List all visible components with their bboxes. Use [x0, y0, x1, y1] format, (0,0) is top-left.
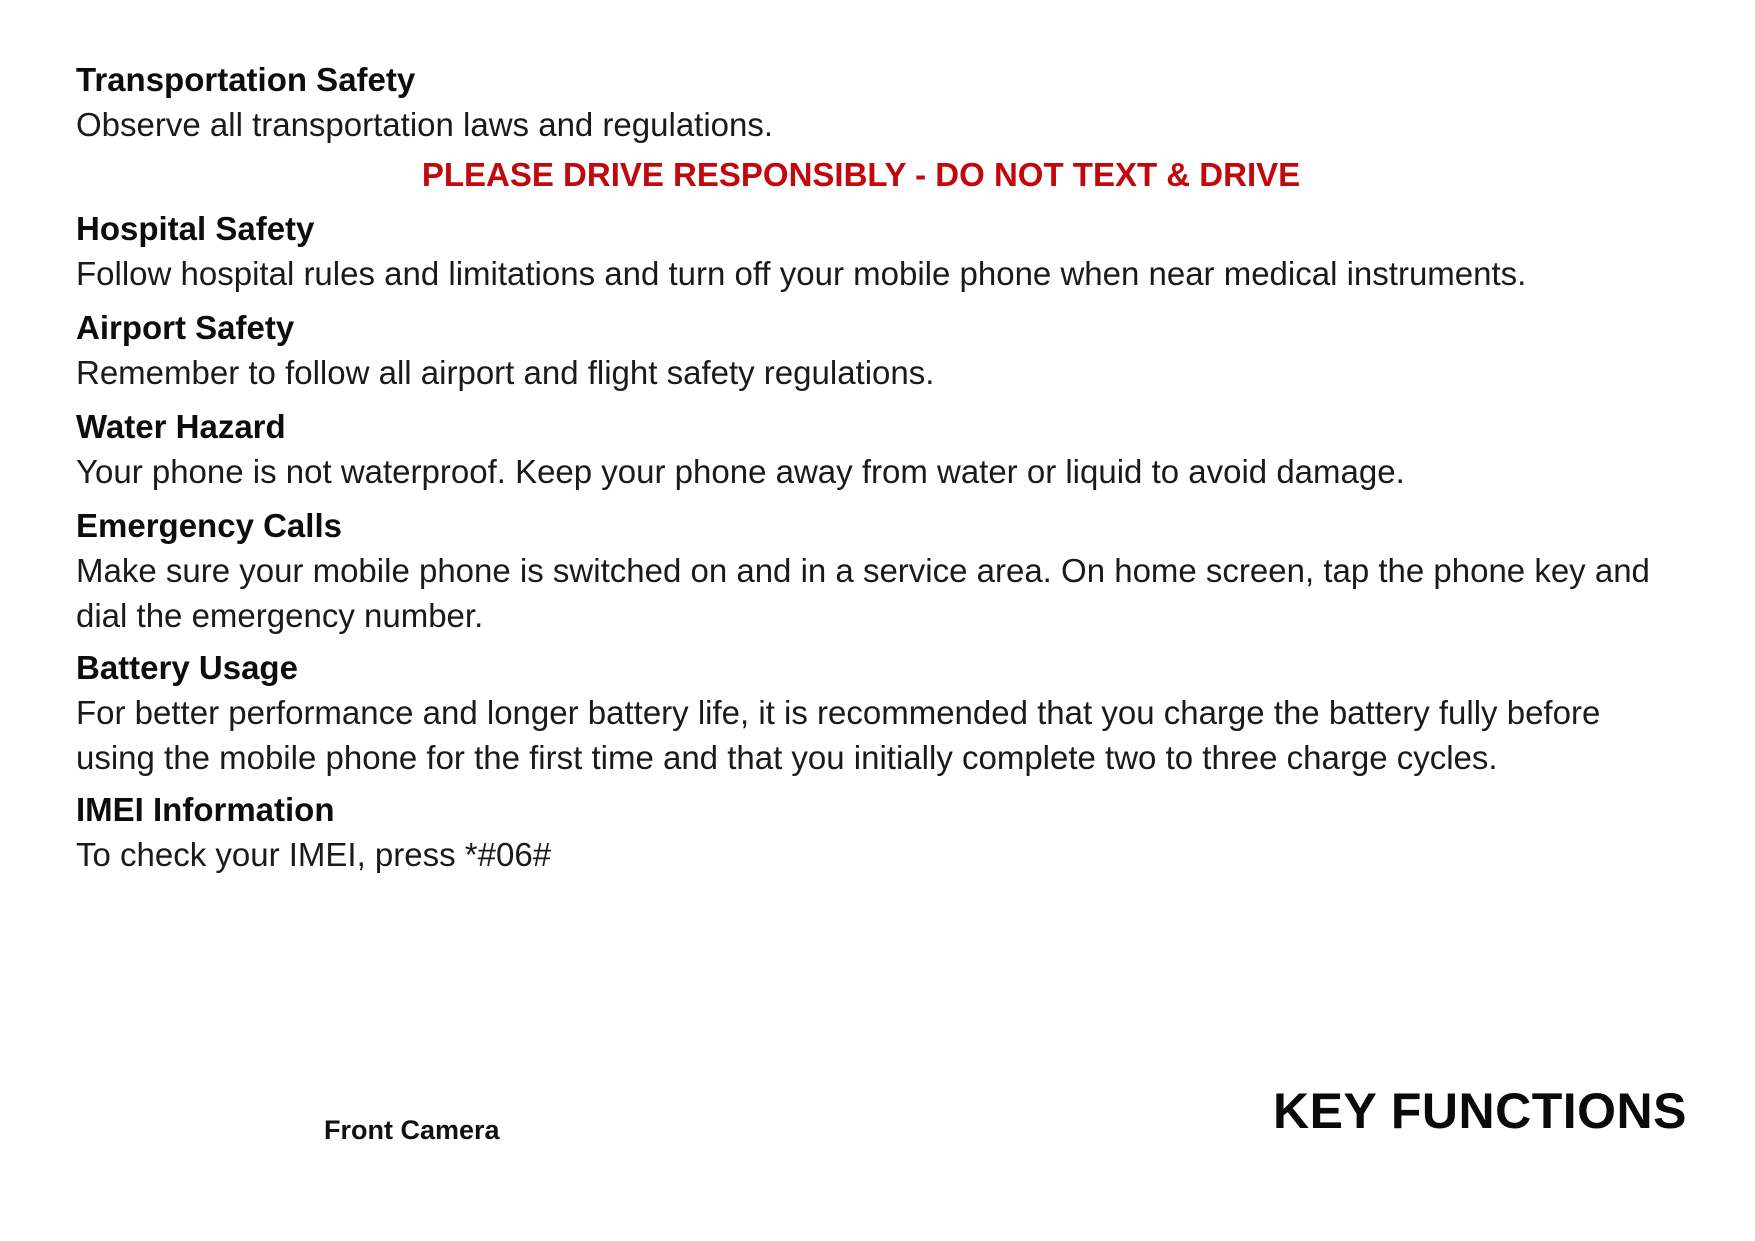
front-camera-label: Front Camera: [324, 1115, 500, 1145]
key-functions-title: KEY FUNCTIONS: [1273, 1083, 1687, 1139]
section-heading-transportation: Transportation Safety: [76, 61, 416, 98]
section-body-water: Your phone is not waterproof. Keep your phone away from water or liquid to avoid damage.: [76, 453, 1405, 490]
section-body-hospital: Follow hospital rules and limitations and turn off your mobile phone when near medical instruments.: [76, 255, 1527, 292]
section-body-transportation: Observe all transportation laws and regulations.: [76, 106, 774, 143]
safety-content: [76, 58, 1676, 887]
section-body-emergency: Make sure your mobile phone is switched on and in a service area. On home screen, tap the phone key and dial the emergency number.: [76, 552, 1650, 634]
section-heading-airport: Airport Safety: [76, 309, 295, 346]
section-heading-water: Water Hazard: [76, 408, 286, 445]
drive-warning: PLEASE DRIVE RESPONSIBLY - DO NOT TEXT & DRIVE: [421, 156, 1301, 193]
section-body-battery: For better performance and longer battery life, it is recommended that you charge the battery fully before using the mobile phone for the first time and that you initially complete two to three charge cycles.: [76, 694, 1601, 776]
section-heading-hospital: Hospital Safety: [76, 210, 315, 247]
section-body-airport: Remember to follow all airport and flight safety regulations.: [76, 354, 935, 391]
section-heading-imei: IMEI Information: [76, 791, 335, 828]
section-heading-emergency: Emergency Calls: [76, 507, 342, 544]
section-heading-battery: Battery Usage: [76, 649, 298, 686]
section-body-imei: To check your IMEI, press *#06#: [76, 836, 552, 873]
